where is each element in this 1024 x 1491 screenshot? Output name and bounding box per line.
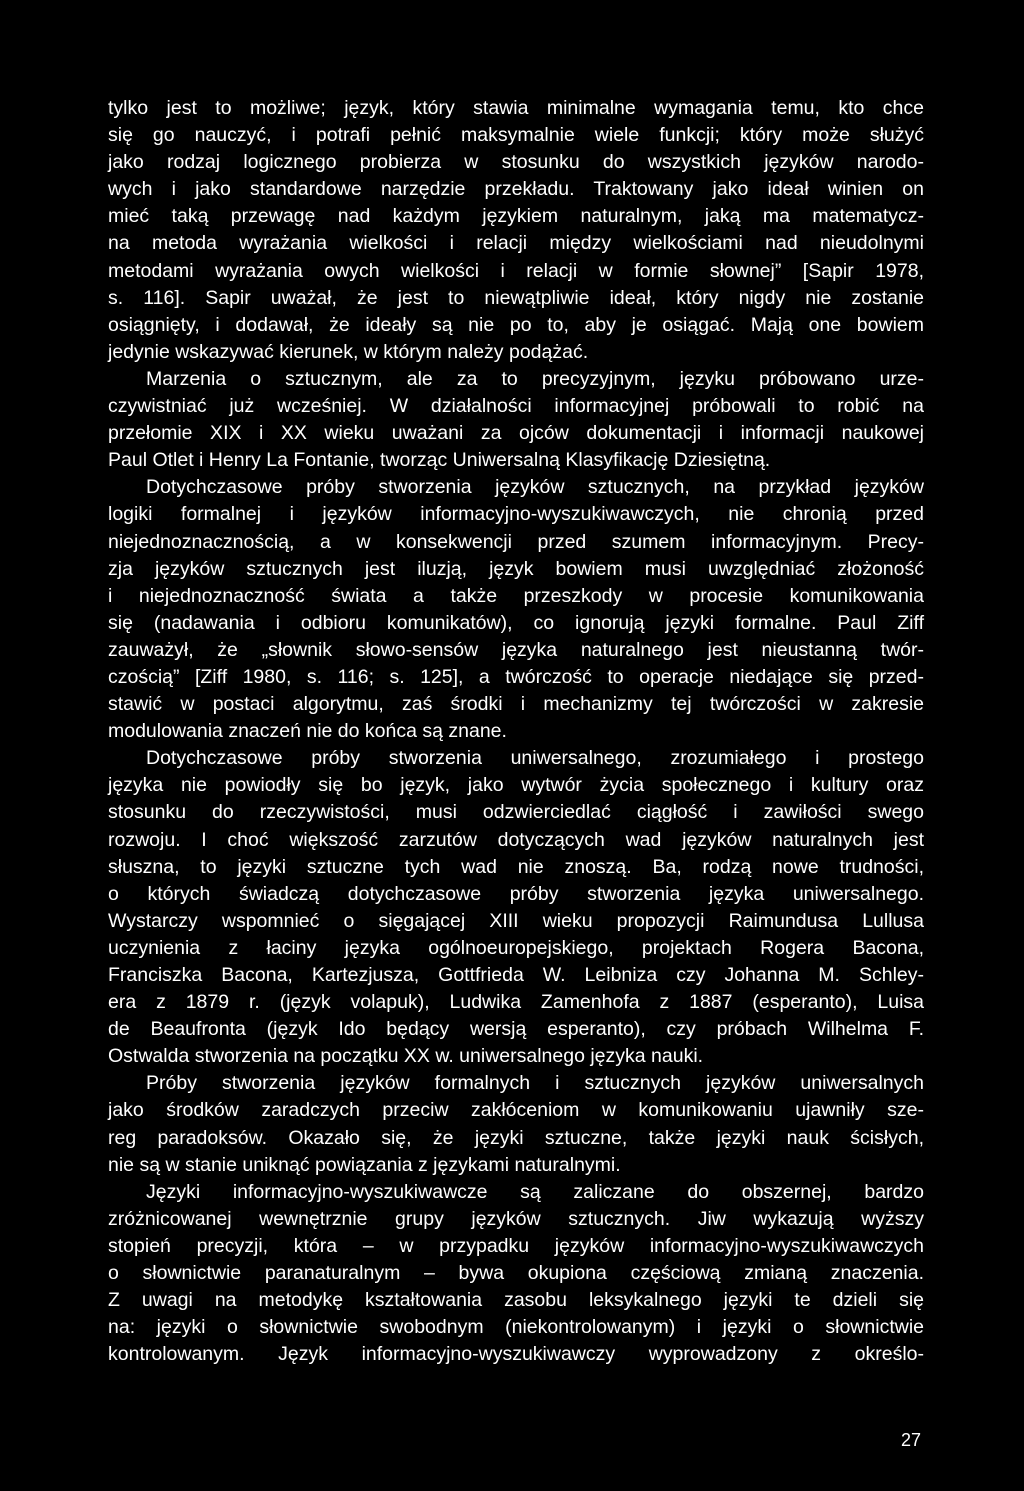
text-line: wych i jako standardowe narzędzie przekładu. Traktowany jako ideał winien on: [108, 178, 924, 201]
text-line: Ostwalda stworzenia na początku XX w. uniwersalnego języka nauki.: [108, 1045, 704, 1068]
text-line: się go nauczyć, i potrafi pełnić maksymalnie wiele funkcji; który może służyć: [108, 124, 924, 147]
text-line: uczynienia z łaciny języka ogólnoeuropejskiego, projektach Rogera Bacona,: [108, 936, 924, 959]
text-line: de Beaufronta (język Ido będący wersją esperanto), czy próbach Wilhelma F.: [108, 1018, 924, 1041]
text-line: Dotychczasowe próby stworzenia języków sztucznych, na przykład języków: [146, 476, 924, 499]
text-line: jako rodzaj logicznego probierza w stosunku do wszystkich języków narodo-: [108, 151, 924, 174]
text-line: logiki formalnej i języków informacyjno-wyszukiwawczych, nie chronią przed: [108, 503, 924, 526]
page-number: 27: [900, 1430, 921, 1450]
text-line: kontrolowanym. Język informacyjno-wyszukiwawczy wyprowadzony z określo-: [108, 1343, 924, 1366]
text-line: s. 116]. Sapir uważał, że jest to niewątpliwie ideał, który nigdy nie zostanie: [108, 286, 924, 309]
text-line: przełomie XIX i XX wieku uważani za ojców dokumentacji i informacji naukowej: [108, 422, 924, 445]
text-line: niejednoznacznością, a w konsekwencji przed szumem informacyjnym. Precy-: [108, 530, 924, 553]
text-line: i niejednoznaczność świata a także przeszkody w procesie komunikowania: [108, 584, 924, 607]
text-line: stosunku do rzeczywistości, musi odzwierciedlać ciągłość i zawiłości swego: [108, 801, 924, 824]
text-line: się (nadawania i odbioru komunikatów), co ignorują języki formalne. Paul Ziff: [108, 611, 924, 634]
text-line: Języki informacyjno-wyszukiwawcze są zaliczane do obszernej, bardzo: [146, 1180, 924, 1203]
text-line: słuszna, to języki sztuczne tych wad nie znoszą. Ba, rodzą nowe trudności,: [108, 855, 924, 878]
text-line: jako środków zaradczych przeciw zakłóceniom w komunikowaniu ujawniły sze-: [108, 1099, 924, 1122]
text-line: modulowania znaczeń nie do końca są znane.: [108, 720, 507, 743]
text-line: reg paradoksów. Okazało się, że języki sztuczne, także języki nauk ścisłych,: [108, 1126, 924, 1149]
text-line: era z 1879 r. (język volapuk), Ludwika Zamenhofa z 1887 (esperanto), Luisa: [108, 991, 924, 1014]
text-line: Franciszka Bacona, Kartezjusza, Gottfrieda W. Leibniza czy Johanna M. Schley-: [108, 964, 924, 986]
text-line: stopień precyzji, która – w przypadku języków informacyjno-wyszukiwawczych: [108, 1234, 924, 1257]
body-text: [108, 95, 924, 1368]
text-line: metodami wyrażania owych wielkości i relacji w formie słownej” [Sapir 1978,: [108, 259, 924, 282]
text-line: Wystarczy wspomnieć o sięgającej XIII wieku propozycji Raimundusa Lullusa: [108, 909, 924, 932]
text-line: jedynie wskazywać kierunek, w którym należy podążać.: [108, 340, 589, 363]
text-line: Próby stworzenia języków formalnych i sztucznych języków uniwersalnych: [146, 1072, 924, 1095]
text-line: Paul Otlet i Henry La Fontanie, tworząc Uniwersalną Klasyfikację Dziesiętną.: [108, 449, 771, 472]
text-line: zauważył, że „słownik słowo-sensów języka naturalnego jest nieustanną twór-: [108, 638, 924, 661]
text-line: języka nie powiodły się bo język, jako wytwór życia społecznego i kultury oraz: [108, 774, 924, 797]
text-line: na metoda wyrażania wielkości i relacji między wielkościami nad nieudolnymi: [108, 232, 924, 255]
text-line: osiągnięty, i dodawał, że ideały są nie po to, aby je osiągać. Mają one bowiem: [108, 313, 924, 336]
text-line: stawić w postaci algorytmu, zaś środki i mechanizmy tej twórczości w zakresie: [108, 693, 924, 716]
text-line: Z uwagi na metodykę kształtowania zasobu leksykalnego języki te dzieli się: [108, 1289, 924, 1312]
text-line: zróżnicowanej wewnętrznie grupy języków sztucznych. Jiw wykazują wyższy: [108, 1207, 924, 1230]
text-line: czością” [Ziff 1980, s. 116; s. 125], a twórczość to operacje niedające się przed-: [108, 665, 924, 688]
text-line: zja języków sztucznych jest iluzją, język bowiem musi uwzględniać złożoność: [108, 557, 924, 580]
text-line: Dotychczasowe próby stworzenia uniwersalnego, zrozumiałego i prostego: [146, 747, 924, 770]
text-line: Marzenia o sztucznym, ale za to precyzyjnym, języku próbowano urze-: [146, 367, 924, 390]
text-line: rozwoju. I choć większość zarzutów dotyczących wad języków naturalnych jest: [108, 828, 924, 851]
text-line: tylko jest to możliwe; język, który stawia minimalne wymagania temu, kto chce: [108, 97, 924, 119]
text-line: czywistniać już wcześniej. W działalności informacyjnej próbowali to robić na: [108, 395, 924, 418]
text-line: nie są w stanie uniknąć powiązania z językami naturalnymi.: [108, 1153, 621, 1176]
text-line: o słownictwie paranaturalnym – bywa okupiona częściową zmianą znaczenia.: [108, 1262, 924, 1285]
text-line: o których świadczą dotychczasowe próby stworzenia języka uniwersalnego.: [108, 882, 924, 905]
text-line: na: języki o słownictwie swobodnym (niekontrolowanym) i języki o słownictwie: [108, 1316, 924, 1339]
text-line: mieć taką przewagę nad każdym językiem naturalnym, jaką ma matematycz-: [108, 205, 924, 228]
